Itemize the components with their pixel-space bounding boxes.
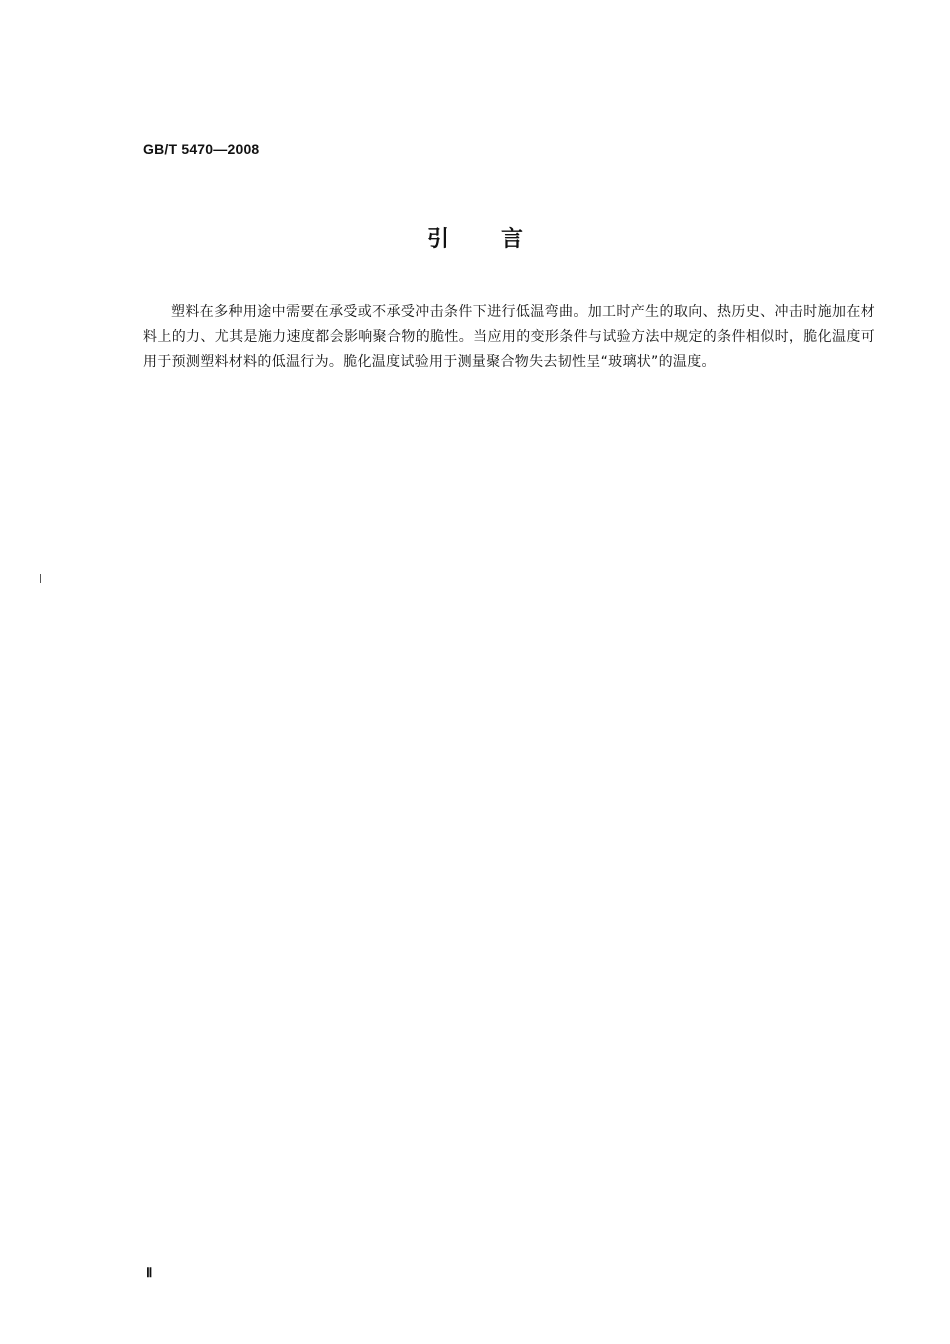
page-number: Ⅱ [146, 1265, 153, 1280]
standard-code: GB/T 5470—2008 [143, 141, 260, 157]
section-title [0, 222, 950, 253]
introduction-paragraph: 塑料在多种用途中需要在承受或不承受冲击条件下进行低温弯曲。加工时产生的取向、热历史、冲击时施加在材料上的力、尤其是施力速度都会影响聚合物的脆性。当应用的变形条件与试验方法中规定的条件相似时，脆化温度可用于预测塑料材料的低温行为。脆化温度试验用于测量聚合物失去韧性呈“玻璃状”的温度。 [143, 304, 875, 370]
section-title-char-2: 言 [501, 227, 524, 252]
section-title-char-1: 引 [426, 227, 449, 252]
margin-mark [40, 574, 41, 583]
